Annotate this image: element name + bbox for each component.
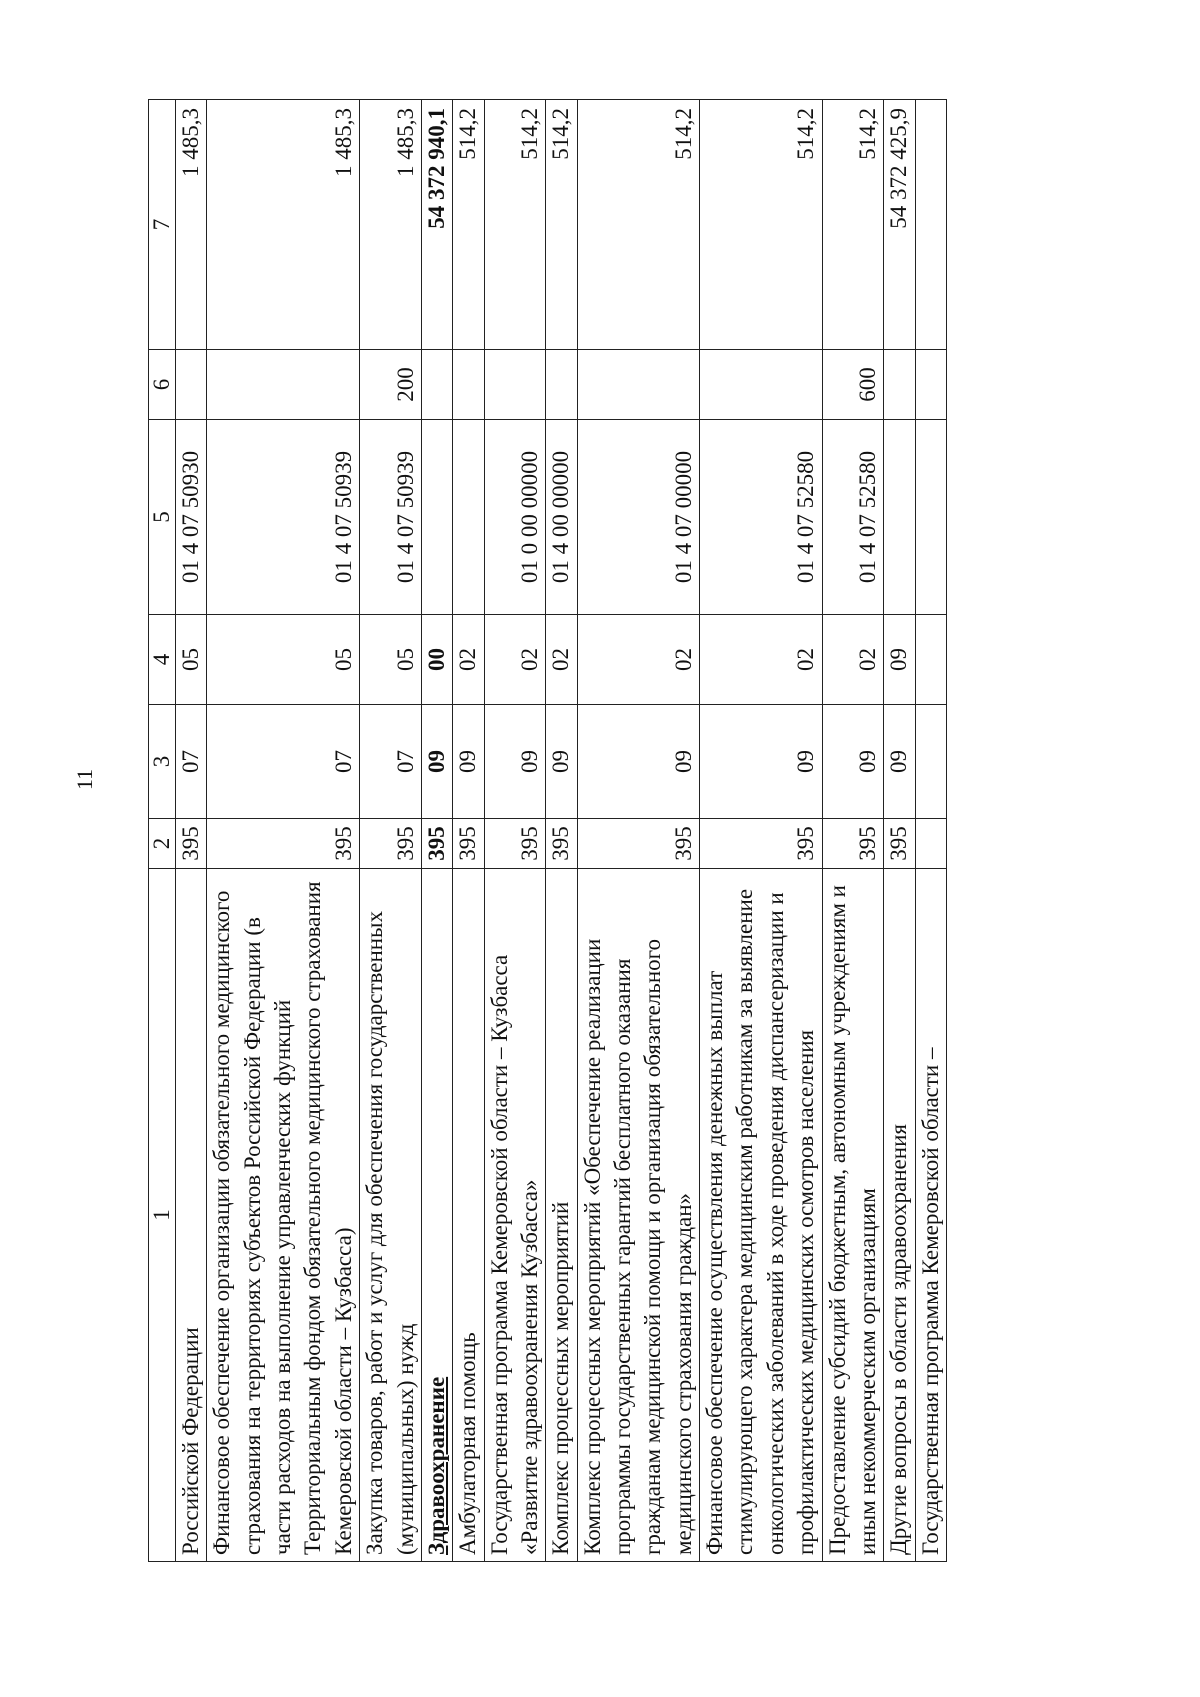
row-name: Здравоохранение <box>421 869 452 1562</box>
row-col2: 395 <box>546 819 577 869</box>
row-col6 <box>453 350 484 420</box>
row-name: Амбулаторная помощь <box>453 869 484 1562</box>
table-row <box>700 100 822 1562</box>
row-col5: 01 4 07 52580 <box>822 420 884 615</box>
row-col3: 09 <box>822 705 884 819</box>
row-name: Финансовое обеспечение осуществления денежных выплат стимулирующего характера медицинским работникам за выявление онкологических заболеваний в ходе проведения диспансеризации и профилактических медицинских осмотров населения <box>700 869 822 1562</box>
row-col5 <box>453 420 484 615</box>
row-col5: 01 0 00 00000 <box>484 420 546 615</box>
row-col2: 395 <box>207 819 360 869</box>
row-col2 <box>915 819 946 869</box>
row-col5: 01 4 07 50930 <box>176 420 207 615</box>
row-col7: 514,2 <box>822 100 884 350</box>
row-col2: 395 <box>484 819 546 869</box>
row-col2: 395 <box>453 819 484 869</box>
row-col2: 395 <box>421 819 452 869</box>
row-col5: 01 4 07 50939 <box>207 420 360 615</box>
row-col7: 1 485,3 <box>176 100 207 350</box>
row-name: Финансовое обеспечение организации обязательного медицинского страхования на территориях субъектов Российской Федерации (в части расходов на выполнение управленческих функций Территориальным фондом обязательного медицинского страхования Кемеровской области – Кузбасса) <box>207 869 360 1562</box>
row-col3 <box>915 705 946 819</box>
row-col5 <box>421 420 452 615</box>
row-col6 <box>884 350 915 420</box>
row-col4: 09 <box>884 615 915 705</box>
row-col3: 09 <box>700 705 822 819</box>
row-col5: 01 4 07 00000 <box>577 420 699 615</box>
row-col7: 514,2 <box>453 100 484 350</box>
table-row <box>577 100 699 1562</box>
table-row <box>822 100 884 1562</box>
row-col4: 02 <box>822 615 884 705</box>
header-cell: 1 <box>149 869 176 1562</box>
row-col5: 01 4 07 52580 <box>700 420 822 615</box>
row-col6 <box>577 350 699 420</box>
row-col3: 07 <box>207 705 360 819</box>
row-col7: 514,2 <box>700 100 822 350</box>
row-col3: 09 <box>546 705 577 819</box>
row-col4: 02 <box>484 615 546 705</box>
row-col6 <box>700 350 822 420</box>
row-col6 <box>207 350 360 420</box>
row-col6 <box>484 350 546 420</box>
row-col3: 07 <box>360 705 422 819</box>
row-name: Российской Федерации <box>176 869 207 1562</box>
row-col6: 200 <box>360 350 422 420</box>
row-name: Комплекс процессных мероприятий «Обеспечение реализации программы государственных гарантий бесплатного оказания гражданам медицинской помощи и организация обязательного медицинского страхования граждан» <box>577 869 699 1562</box>
row-col4 <box>915 615 946 705</box>
row-name: Закупка товаров, работ и услуг для обеспечения государственных (муниципальных) нужд <box>360 869 422 1562</box>
row-col2: 395 <box>577 819 699 869</box>
row-col4: 00 <box>421 615 452 705</box>
header-row <box>149 100 176 1562</box>
row-col4: 05 <box>207 615 360 705</box>
table-row <box>360 100 422 1562</box>
row-col4: 02 <box>546 615 577 705</box>
row-col7: 514,2 <box>484 100 546 350</box>
page-number: 11 <box>72 768 97 790</box>
row-col6 <box>915 350 946 420</box>
row-col3: 07 <box>176 705 207 819</box>
row-col4: 02 <box>577 615 699 705</box>
header-cell: 2 <box>149 819 176 869</box>
table-row <box>453 100 484 1562</box>
row-col7: 1 485,3 <box>360 100 422 350</box>
row-name: Другие вопросы в области здравоохранения <box>884 869 915 1562</box>
budget-table <box>148 99 947 1562</box>
budget-table-container <box>148 100 1100 1562</box>
row-col5: 01 4 00 00000 <box>546 420 577 615</box>
row-col3: 09 <box>421 705 452 819</box>
table-row <box>915 100 946 1562</box>
table-row <box>884 100 915 1562</box>
row-col5: 01 4 07 50939 <box>360 420 422 615</box>
row-name: Государственная программа Кемеровской области – Кузбасса «Развитие здравоохранения Кузбасса» <box>484 869 546 1562</box>
row-name: Государственная программа Кемеровской области – <box>915 869 946 1562</box>
row-col7: 54 372 940,1 <box>421 100 452 350</box>
header-cell: 5 <box>149 420 176 615</box>
header-cell: 3 <box>149 705 176 819</box>
row-col7 <box>915 100 946 350</box>
table-row <box>207 100 360 1562</box>
row-col4: 05 <box>360 615 422 705</box>
row-col3: 09 <box>453 705 484 819</box>
row-col2: 395 <box>176 819 207 869</box>
row-col2: 395 <box>360 819 422 869</box>
row-col3: 09 <box>577 705 699 819</box>
row-col7: 54 372 425,9 <box>884 100 915 350</box>
row-col7: 514,2 <box>546 100 577 350</box>
row-col4: 02 <box>453 615 484 705</box>
table-row <box>484 100 546 1562</box>
header-cell: 6 <box>149 350 176 420</box>
header-cell: 7 <box>149 100 176 350</box>
row-col7: 514,2 <box>577 100 699 350</box>
table-row <box>176 100 207 1562</box>
row-col6 <box>176 350 207 420</box>
row-name: Предоставление субсидий бюджетным, автономным учреждениям и иным некоммерческим организациям <box>822 869 884 1562</box>
row-col6: 600 <box>822 350 884 420</box>
row-col5 <box>884 420 915 615</box>
row-col4: 05 <box>176 615 207 705</box>
row-col3: 09 <box>884 705 915 819</box>
row-col2: 395 <box>884 819 915 869</box>
row-col3: 09 <box>484 705 546 819</box>
row-col5 <box>915 420 946 615</box>
row-col2: 395 <box>822 819 884 869</box>
table-row-section <box>421 100 452 1562</box>
row-col6 <box>546 350 577 420</box>
row-name: Комплекс процессных мероприятий <box>546 869 577 1562</box>
table-row <box>546 100 577 1562</box>
row-col4: 02 <box>700 615 822 705</box>
row-col7: 1 485,3 <box>207 100 360 350</box>
row-col2: 395 <box>700 819 822 869</box>
header-cell: 4 <box>149 615 176 705</box>
row-col6 <box>421 350 452 420</box>
